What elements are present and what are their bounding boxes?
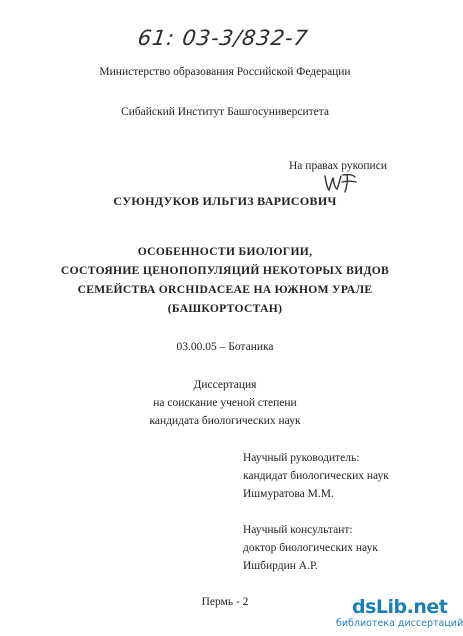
watermark-caption: библиотека диссертаций (336, 618, 463, 629)
consultant-label: Научный консультант: (243, 524, 353, 536)
dissertation-type: Диссертация (193, 379, 257, 391)
title-line-2: СОСТОЯНИЕ ЦЕНОПОПУЛЯЦИЙ НЕКОТОРЫХ ВИДОВ (60, 264, 390, 277)
consultant-name: Ишбирдин А.Р. (243, 560, 318, 572)
dslib-watermark (330, 596, 463, 632)
dissertation-field-line: кандидата биологических наук (149, 415, 301, 427)
institute-name: Сибайский Институт Башгосуниверситета (121, 106, 329, 118)
city-year: Пермь - 2 (201, 596, 249, 608)
dissertation-degree-line: на соискание ученой степени (153, 397, 297, 409)
title-line-1: ОСОБЕННОСТИ БИОЛОГИИ, (137, 245, 313, 258)
supervisor-label: Научный руководитель: (243, 452, 360, 464)
title-line-3: СЕМЕЙСТВА ORCHIDACEAE НА ЮЖНОМ УРАЛЕ (77, 283, 373, 296)
handwritten-signature (322, 170, 358, 196)
specialty-code: 03.00.05 – Ботаника (176, 341, 274, 353)
supervisor-name: Ишмуратова М.М. (243, 488, 334, 500)
title-line-4: (БАШКОРТОСТАН) (167, 302, 283, 315)
handwritten-archive-number: 61: 03-3/832-7 (136, 26, 310, 50)
watermark-logo: dsLib.net (352, 596, 448, 618)
manuscript-rights-note: На правах рукописи (289, 160, 387, 172)
ministry-name: Министерство образования Российской Федерации (99, 66, 351, 78)
supervisor-degree: кандидат биологических наук (243, 470, 389, 482)
author-name: СУЮНДУКОВ ИЛЬГИЗ ВАРИСОВИЧ (113, 194, 337, 208)
consultant-degree: доктор биологических наук (243, 542, 378, 554)
